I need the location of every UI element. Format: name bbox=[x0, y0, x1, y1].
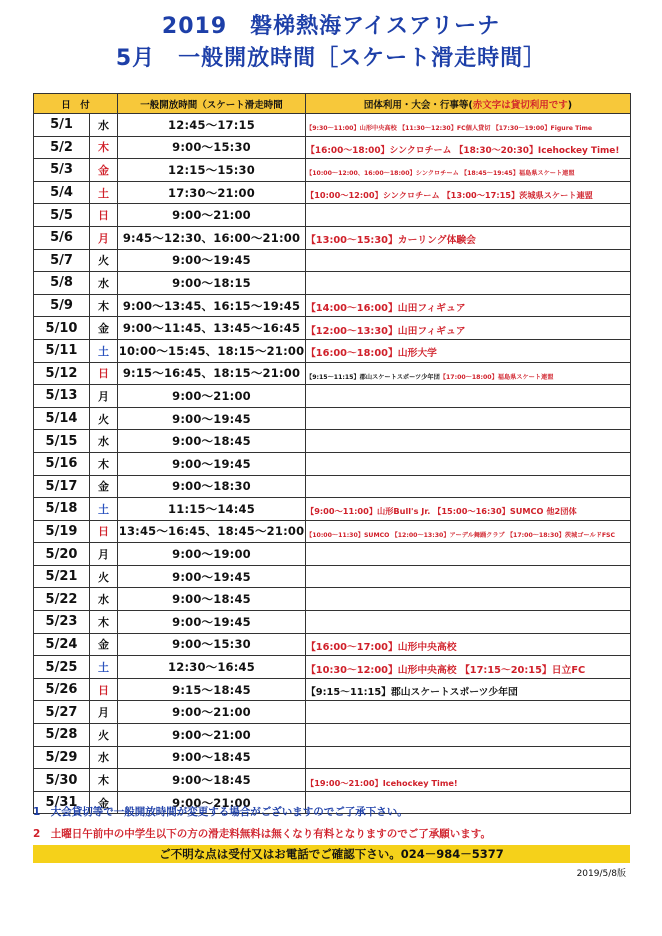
row-weekday: 木 bbox=[90, 611, 118, 634]
row-weekday: 金 bbox=[90, 159, 118, 182]
row-events bbox=[306, 656, 631, 679]
table-row bbox=[34, 701, 631, 724]
note-2: 2 土曜日午前中の中学生以下の方の滑走料無料は無くなり有料となりますのでご了承願います。 bbox=[33, 828, 491, 840]
table-row bbox=[34, 226, 631, 249]
event-entry: 【9:15～11:15】郡山スケートスポーツ少年団 bbox=[306, 373, 440, 381]
row-date: 5/13 bbox=[34, 385, 90, 408]
row-events bbox=[306, 543, 631, 566]
row-date: 5/2 bbox=[34, 136, 90, 159]
row-events bbox=[306, 272, 631, 295]
row-open-hours: 9:00～18:45 bbox=[118, 588, 306, 611]
row-open-hours: 9:00～19:45 bbox=[118, 249, 306, 272]
table-row bbox=[34, 656, 631, 679]
table-row bbox=[34, 565, 631, 588]
row-events bbox=[306, 430, 631, 453]
row-date: 5/29 bbox=[34, 746, 90, 769]
table-row bbox=[34, 611, 631, 634]
table-row bbox=[34, 475, 631, 498]
page-title: 2019 磐梯熱海アイスアリーナ bbox=[161, 14, 501, 39]
page-subtitle: 5月 一般開放時間［スケート滑走時間］ bbox=[115, 46, 547, 71]
row-events bbox=[306, 385, 631, 408]
header-hours: 一般開放時間（スケート滑走時間 bbox=[118, 94, 306, 114]
row-open-hours: 17:30～21:00 bbox=[118, 181, 306, 204]
row-open-hours: 9:00～11:45、13:45～16:45 bbox=[118, 317, 306, 340]
table-row bbox=[34, 430, 631, 453]
row-date: 5/15 bbox=[34, 430, 90, 453]
row-events bbox=[306, 181, 631, 204]
row-open-hours: 10:00～15:45、18:15～21:00 bbox=[118, 339, 306, 362]
row-date: 5/7 bbox=[34, 249, 90, 272]
row-open-hours: 11:15～14:45 bbox=[118, 498, 306, 521]
row-events bbox=[306, 701, 631, 724]
row-weekday: 木 bbox=[90, 769, 118, 792]
row-open-hours: 9:00～19:45 bbox=[118, 565, 306, 588]
row-events bbox=[306, 204, 631, 227]
row-date: 5/12 bbox=[34, 362, 90, 385]
row-open-hours: 9:00～21:00 bbox=[118, 724, 306, 747]
row-weekday: 火 bbox=[90, 724, 118, 747]
event-entry: 【16:00～18:00】シンクロチーム 【18:30～20:30】Icehockey Time! bbox=[306, 145, 620, 156]
row-open-hours: 9:00～21:00 bbox=[118, 385, 306, 408]
table-row bbox=[34, 498, 631, 521]
table-row bbox=[34, 588, 631, 611]
table-row bbox=[34, 339, 631, 362]
table-row bbox=[34, 249, 631, 272]
row-open-hours: 9:15～18:45 bbox=[118, 678, 306, 701]
row-open-hours: 12:15～15:30 bbox=[118, 159, 306, 182]
note-1: 1 大会貸切等で一般開放時間が変更する場合がございますのでご了承下さい。 bbox=[33, 806, 408, 818]
row-weekday: 日 bbox=[90, 204, 118, 227]
row-events bbox=[306, 362, 631, 385]
row-open-hours: 9:00～21:00 bbox=[118, 204, 306, 227]
event-entry: 【10:00～11:30】SUMCO 【12:00～13:30】アーデル舞踊クラブ 【17:00～18:30】茨城ゴールドFSC bbox=[306, 531, 616, 539]
row-weekday: 水 bbox=[90, 746, 118, 769]
row-weekday: 木 bbox=[90, 294, 118, 317]
row-weekday: 水 bbox=[90, 588, 118, 611]
row-date: 5/23 bbox=[34, 611, 90, 634]
header-events-red: 赤文字は貸切利用です bbox=[472, 99, 568, 111]
row-open-hours: 9:00～15:30 bbox=[118, 136, 306, 159]
row-weekday: 月 bbox=[90, 226, 118, 249]
row-open-hours: 9:00～18:45 bbox=[118, 769, 306, 792]
row-open-hours: 9:45～12:30、16:00～21:00 bbox=[118, 226, 306, 249]
event-entry: 【9:15～11:15】郡山スケートスポーツ少年団 bbox=[306, 687, 518, 699]
event-entry: 【10:30～12:00】山形中央高校 【17:15～20:15】日立FC bbox=[306, 664, 586, 676]
row-weekday: 火 bbox=[90, 565, 118, 588]
header-date: 日 付 bbox=[34, 94, 118, 114]
row-date: 5/18 bbox=[34, 498, 90, 521]
row-open-hours: 9:00～19:45 bbox=[118, 452, 306, 475]
row-date: 5/6 bbox=[34, 226, 90, 249]
row-weekday: 木 bbox=[90, 136, 118, 159]
table-row bbox=[34, 136, 631, 159]
table-header-row bbox=[34, 94, 631, 114]
row-weekday: 水 bbox=[90, 272, 118, 295]
table-row bbox=[34, 317, 631, 340]
row-weekday: 月 bbox=[90, 701, 118, 724]
row-weekday: 日 bbox=[90, 520, 118, 543]
row-events bbox=[306, 498, 631, 521]
row-open-hours: 9:15～16:45、18:15～21:00 bbox=[118, 362, 306, 385]
table-row bbox=[34, 520, 631, 543]
row-events bbox=[306, 724, 631, 747]
row-weekday: 日 bbox=[90, 678, 118, 701]
row-weekday: 月 bbox=[90, 385, 118, 408]
row-events bbox=[306, 249, 631, 272]
row-weekday: 火 bbox=[90, 249, 118, 272]
row-weekday: 金 bbox=[90, 317, 118, 340]
table-row bbox=[34, 362, 631, 385]
row-events bbox=[306, 611, 631, 634]
row-weekday: 日 bbox=[90, 362, 118, 385]
row-date: 5/4 bbox=[34, 181, 90, 204]
row-date: 5/31 bbox=[34, 791, 90, 814]
row-open-hours: 9:00～19:45 bbox=[118, 407, 306, 430]
row-date: 5/14 bbox=[34, 407, 90, 430]
contact-banner: ご不明な点は受付又はお電話でご確認下さい。024－984－5377 bbox=[33, 845, 630, 863]
row-open-hours: 9:00～19:00 bbox=[118, 543, 306, 566]
row-events bbox=[306, 136, 631, 159]
table-row bbox=[34, 724, 631, 747]
row-date: 5/22 bbox=[34, 588, 90, 611]
row-date: 5/28 bbox=[34, 724, 90, 747]
row-open-hours: 9:00～19:45 bbox=[118, 611, 306, 634]
event-entry: 【17:00～18:00】福島県スケート連盟 bbox=[439, 373, 554, 381]
row-date: 5/20 bbox=[34, 543, 90, 566]
row-weekday: 水 bbox=[90, 430, 118, 453]
row-weekday: 火 bbox=[90, 407, 118, 430]
row-weekday: 金 bbox=[90, 791, 118, 814]
row-events bbox=[306, 520, 631, 543]
header-events-suffix: ) bbox=[567, 99, 573, 111]
row-open-hours: 9:00～13:45、16:15～19:45 bbox=[118, 294, 306, 317]
header-events-prefix: 団体利用・大会・行事等( bbox=[363, 99, 473, 111]
table-row bbox=[34, 159, 631, 182]
version-label: 2019/5/8版 bbox=[576, 869, 626, 879]
row-events bbox=[306, 317, 631, 340]
event-entry: 【16:00～18:00】山形大学 bbox=[306, 348, 437, 360]
row-weekday: 月 bbox=[90, 543, 118, 566]
row-date: 5/17 bbox=[34, 475, 90, 498]
row-events bbox=[306, 114, 631, 137]
row-events bbox=[306, 475, 631, 498]
row-events bbox=[306, 769, 631, 792]
header-events bbox=[306, 94, 631, 114]
row-weekday: 土 bbox=[90, 656, 118, 679]
row-open-hours: 12:30～16:45 bbox=[118, 656, 306, 679]
event-entry: 【10:00～12:00、16:00～18:00】シンクロチーム 【18:45～19:45】福島県スケート連盟 bbox=[306, 170, 575, 178]
event-entry: 【13:00～15:30】カーリング体験会 bbox=[306, 235, 476, 247]
table-row bbox=[34, 114, 631, 137]
row-events bbox=[306, 678, 631, 701]
row-date: 5/27 bbox=[34, 701, 90, 724]
row-open-hours: 9:00～18:15 bbox=[118, 272, 306, 295]
table-row bbox=[34, 272, 631, 295]
row-open-hours: 12:45～17:15 bbox=[118, 114, 306, 137]
row-weekday: 水 bbox=[90, 114, 118, 137]
event-entry: 【14:00～16:00】山田フィギュア bbox=[306, 303, 466, 315]
row-events bbox=[306, 588, 631, 611]
row-open-hours: 9:00～15:30 bbox=[118, 633, 306, 656]
event-entry: 【19:00～21:00】Icehockey Time! bbox=[306, 777, 458, 788]
table-row bbox=[34, 407, 631, 430]
row-open-hours: 9:00～18:30 bbox=[118, 475, 306, 498]
row-date: 5/1 bbox=[34, 114, 90, 137]
row-open-hours: 13:45～16:45、18:45～21:00 bbox=[118, 520, 306, 543]
event-entry: 【12:00～13:30】山田フィギュア bbox=[306, 325, 466, 337]
row-events bbox=[306, 746, 631, 769]
row-open-hours: 9:00～21:00 bbox=[118, 791, 306, 814]
row-date: 5/5 bbox=[34, 204, 90, 227]
row-date: 5/16 bbox=[34, 452, 90, 475]
row-weekday: 土 bbox=[90, 498, 118, 521]
row-date: 5/10 bbox=[34, 317, 90, 340]
row-events bbox=[306, 633, 631, 656]
row-date: 5/21 bbox=[34, 565, 90, 588]
row-events bbox=[306, 226, 631, 249]
row-weekday: 金 bbox=[90, 633, 118, 656]
row-open-hours: 9:00～18:45 bbox=[118, 430, 306, 453]
table-row bbox=[34, 633, 631, 656]
table-row bbox=[34, 678, 631, 701]
row-weekday: 土 bbox=[90, 181, 118, 204]
row-events bbox=[306, 339, 631, 362]
event-entry: 【9:30～11:00】山形中央高校 【11:30～12:30】FC個人貸切 【17:30～19:00】Figure Time bbox=[306, 125, 593, 133]
row-date: 5/30 bbox=[34, 769, 90, 792]
table-row bbox=[34, 543, 631, 566]
table-row bbox=[34, 294, 631, 317]
schedule-table bbox=[33, 93, 631, 814]
table-row bbox=[34, 452, 631, 475]
row-date: 5/25 bbox=[34, 656, 90, 679]
table-row bbox=[34, 746, 631, 769]
event-entry: 【10:00～12:00】シンクロチーム 【13:00～17:15】茨城県スケート連盟 bbox=[306, 190, 593, 201]
row-date: 5/11 bbox=[34, 339, 90, 362]
row-open-hours: 9:00～21:00 bbox=[118, 701, 306, 724]
row-date: 5/26 bbox=[34, 678, 90, 701]
row-weekday: 金 bbox=[90, 475, 118, 498]
row-date: 5/24 bbox=[34, 633, 90, 656]
row-events bbox=[306, 159, 631, 182]
row-events bbox=[306, 452, 631, 475]
row-events bbox=[306, 294, 631, 317]
row-events bbox=[306, 565, 631, 588]
row-open-hours: 9:00～18:45 bbox=[118, 746, 306, 769]
row-date: 5/19 bbox=[34, 520, 90, 543]
table-row bbox=[34, 181, 631, 204]
table-row bbox=[34, 385, 631, 408]
table-row bbox=[34, 204, 631, 227]
row-weekday: 土 bbox=[90, 339, 118, 362]
schedule-body bbox=[34, 114, 631, 814]
event-entry: 【9:00～11:00】山形Bull's Jr. 【15:00～16:30】SUMCO 他2団体 bbox=[306, 506, 577, 517]
table-row bbox=[34, 769, 631, 792]
event-entry: 【16:00～17:00】山形中央高校 bbox=[306, 641, 457, 653]
row-date: 5/9 bbox=[34, 294, 90, 317]
row-date: 5/8 bbox=[34, 272, 90, 295]
row-weekday: 木 bbox=[90, 452, 118, 475]
row-date: 5/3 bbox=[34, 159, 90, 182]
row-events bbox=[306, 407, 631, 430]
